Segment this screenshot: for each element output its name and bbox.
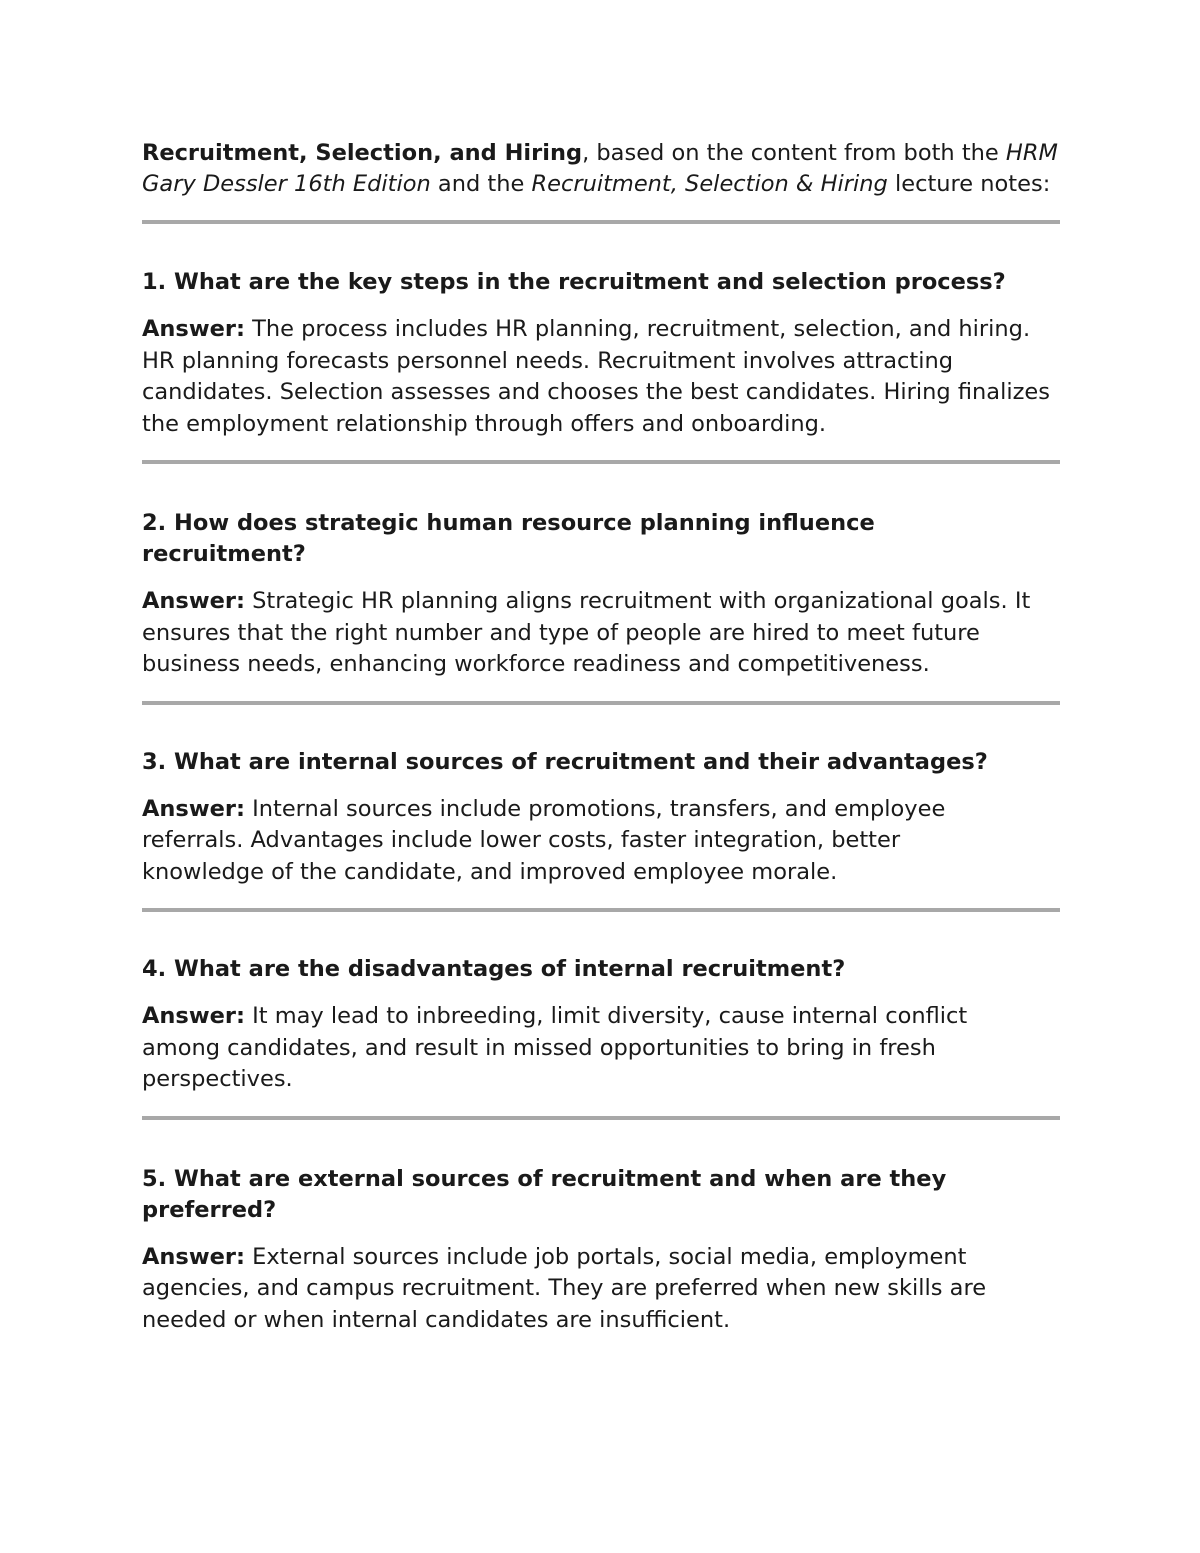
answer-5-text: External sources include job portals, social media, employment agencies, and campus recruitment. They are preferred when new skills are needed or when internal candidates are insufficient. bbox=[142, 1243, 987, 1333]
answer-label: Answer: bbox=[142, 316, 245, 342]
horizontal-rule bbox=[142, 1116, 1060, 1120]
answer-label: Answer: bbox=[142, 588, 245, 614]
question-1: 1. What are the key steps in the recruitment and selection process? bbox=[142, 269, 1006, 295]
question-2: 2. How does strategic human resource planning influence recruitment? bbox=[142, 510, 875, 567]
answer-4-text: It may lead to inbreeding, limit diversity, cause internal conflict among candidates, and result in missed opportunities to bring in fresh perspectives. bbox=[142, 1003, 968, 1092]
qa-item-1 bbox=[142, 267, 1060, 440]
answer-3-text: Internal sources include promotions, transfers, and employee referrals. Advantages include lower costs, faster integration, better knowledge of the candidate, and improved employee morale. bbox=[142, 795, 946, 885]
intro-paragraph bbox=[142, 138, 1060, 200]
question-4: 4. What are the disadvantages of internal recruitment? bbox=[142, 956, 846, 982]
answer-5 bbox=[142, 1242, 1042, 1337]
qa-item-5 bbox=[142, 1164, 1060, 1337]
answer-2 bbox=[142, 586, 1060, 681]
horizontal-rule bbox=[142, 460, 1060, 464]
answer-1 bbox=[142, 314, 1060, 440]
question-5: 5. What are external sources of recruitment and when are they preferred? bbox=[142, 1165, 947, 1223]
intro-title: Recruitment, Selection, and Hiring bbox=[142, 140, 583, 166]
answer-1-text: The process includes HR planning, recruitment, selection, and hiring. HR planning forecasts personnel needs. Recruitment involves attracting candidates. Selection assesses and chooses the best candidates. Hiring finalizes the employment relationship through offers and onboarding. bbox=[142, 316, 1050, 437]
qa-item-4 bbox=[142, 954, 1060, 1096]
question-3: 3. What are internal sources of recruitment and their advantages? bbox=[142, 748, 988, 775]
intro-notes-title: Recruitment, Selection & Hiring bbox=[531, 171, 888, 197]
horizontal-rule bbox=[142, 220, 1060, 224]
qa-item-2 bbox=[142, 508, 1060, 681]
answer-label: Answer: bbox=[142, 1003, 245, 1029]
intro-book-title: HRM Gary Dessler 16th Edition bbox=[142, 140, 1058, 197]
answer-2-text: Strategic HR planning aligns recruitment with organizational goals. It ensures that the right number and type of people are hired to meet future business needs, enhancing workforce readiness and competitiveness. bbox=[142, 588, 1031, 677]
intro-text-2: and the bbox=[430, 171, 532, 197]
answer-4 bbox=[142, 1001, 1022, 1096]
document-page bbox=[142, 138, 1060, 1356]
horizontal-rule bbox=[142, 701, 1060, 705]
answer-3 bbox=[142, 794, 992, 889]
qa-item-3 bbox=[142, 747, 1060, 889]
answer-label: Answer: bbox=[142, 795, 245, 822]
horizontal-rule bbox=[142, 908, 1060, 912]
intro-text-1: , based on the content from both the bbox=[582, 140, 1006, 166]
answer-label: Answer: bbox=[142, 1243, 245, 1270]
intro-text-3: lecture notes: bbox=[887, 171, 1051, 197]
